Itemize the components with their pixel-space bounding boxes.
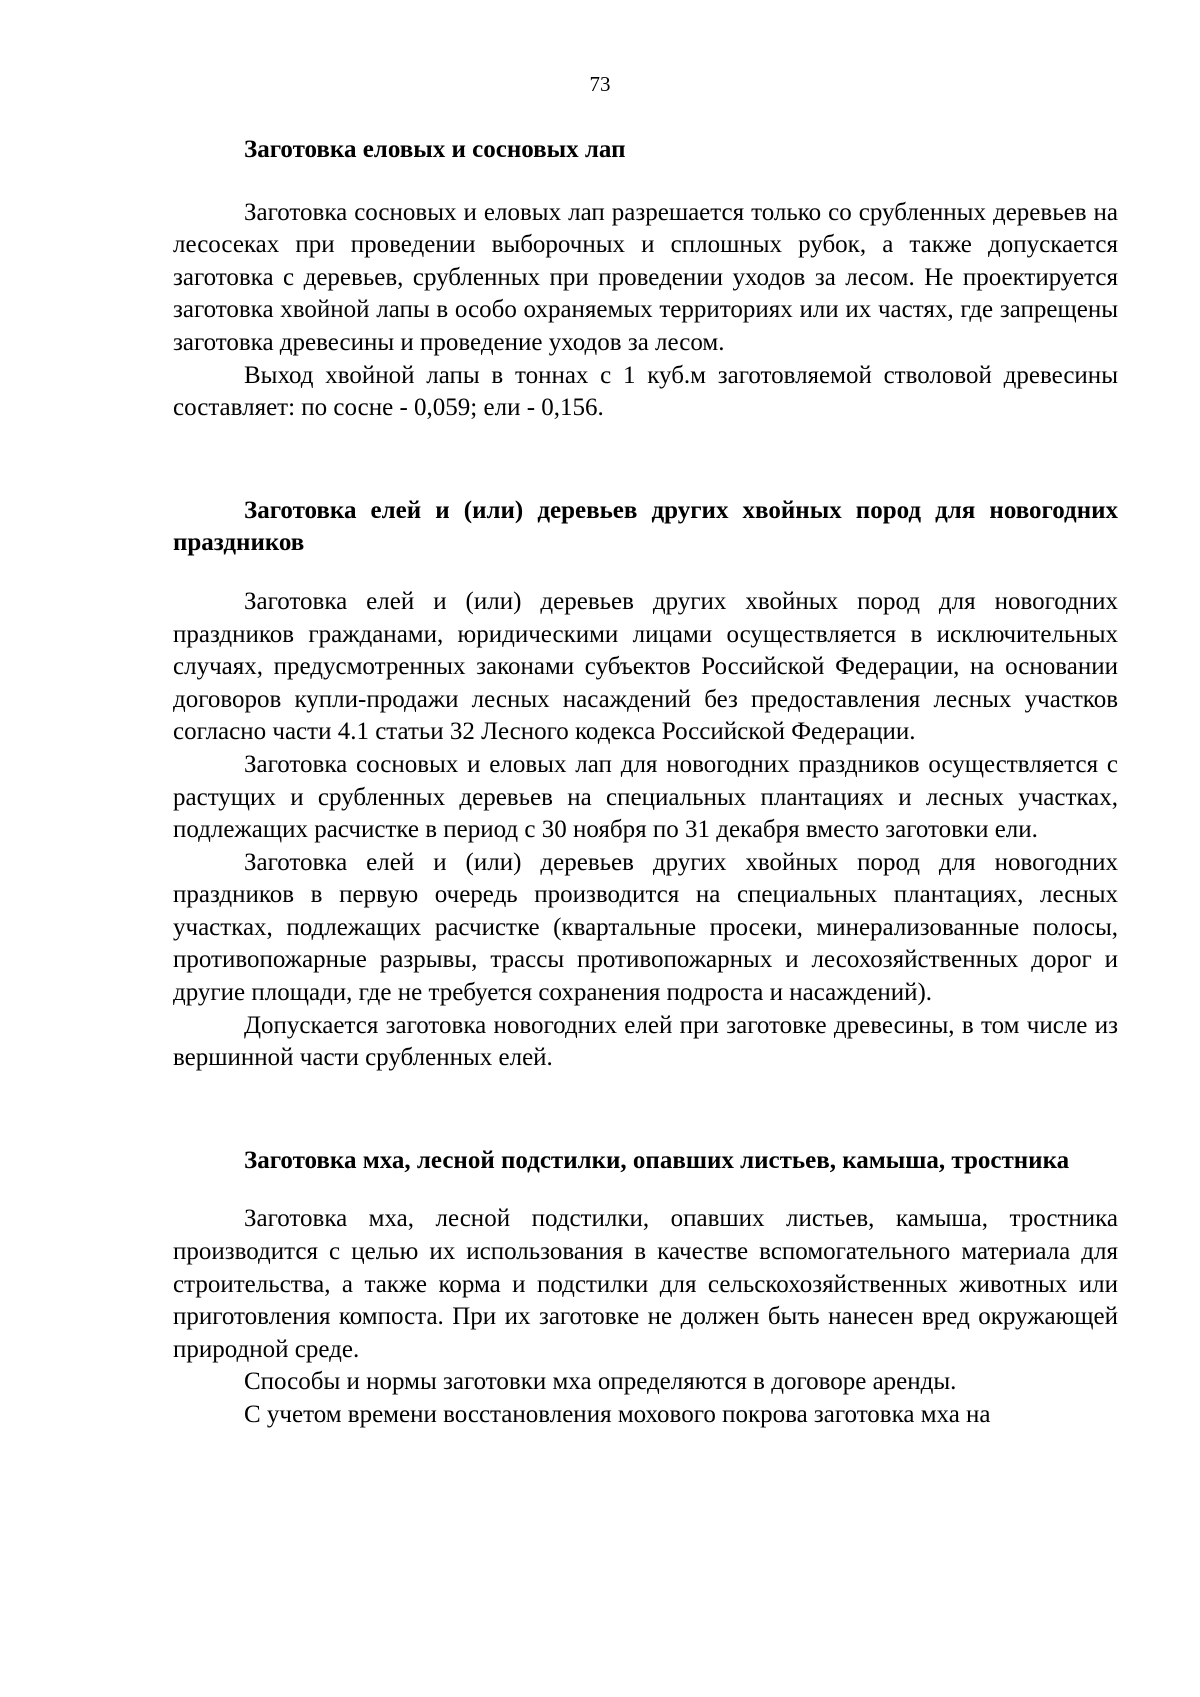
paragraph: Заготовка сосновых и еловых лап разрешается только со срубленных деревьев на лесосеках при проведении выборочных и сплошных рубок, а также допускается заготовка с деревьев, срубленных при проведении уходов за лесом. Не проектируется заготовка хвойной лапы в особо охраняемых территориях или их частях, где запрещены заготовка древесины и проведение уходов за лесом. <box>173 198 1118 356</box>
document-body <box>173 134 1118 1432</box>
paragraph: Заготовка елей и (или) деревьев других хвойных пород для новогодних праздников в первую очередь производится на специальных плантациях, лесных участках, подлежащих расчистке (квартальные просеки, минерализованные полосы, противопожарные разрывы, трассы противопожарных и лесохозяйственных дорог и другие площади, где не требуется сохранения подроста и насаждений). <box>173 848 1118 1007</box>
paragraph: Выход хвойной лапы в тоннах с 1 куб.м заготовляемой стволовой древесины составляет: по сосне - 0,059; ели - 0,156. <box>173 361 1118 422</box>
paragraph: Заготовка елей и (или) деревьев других хвойных пород для новогодних праздников гражданами, юридическими лицами осуществляется в исключительных случаях, предусмотренных законами субъектов Российской Федерации, на основании договоров купли-продажи лесных насаждений без предоставления лесных участков согласно части 4.1 статьи 32 Лесного кодекса Российской Федерации. <box>173 587 1118 746</box>
section-heading: Заготовка мха, лесной подстилки, опавших листьев, камыша, тростника <box>244 1146 1070 1174</box>
paragraph: С учетом времени восстановления мохового покрова заготовка мха на <box>244 1401 991 1428</box>
section-heading: Заготовка еловых и сосновых лап <box>244 136 626 163</box>
paragraph: Заготовка сосновых и еловых лап для новогодних праздников осуществляется с растущих и срубленных деревьев на специальных плантациях и лесных участках, подлежащих расчистке в период с 30 ноября по 31 декабря вместо заготовки ели. <box>173 750 1118 844</box>
paragraph: Заготовка мха, лесной подстилки, опавших листьев, камыша, тростника производится с целью их использования в качестве вспомогательного материала для строительства, а также корма и подстилки для сельскохозяйственных животных или приготовления компоста. При их заготовке не должен быть нанесен вред окружающей природной среде. <box>173 1205 1118 1363</box>
paragraph: Допускается заготовка новогодних елей при заготовке древесины, в том числе из вершинной части срубленных елей. <box>173 1011 1118 1072</box>
paragraph: Способы и нормы заготовки мха определяются в договоре аренды. <box>244 1368 957 1396</box>
section-heading: Заготовка елей и (или) деревьев других хвойных пород для новогодних праздников <box>173 496 1118 557</box>
page-number: 73 <box>589 72 611 96</box>
